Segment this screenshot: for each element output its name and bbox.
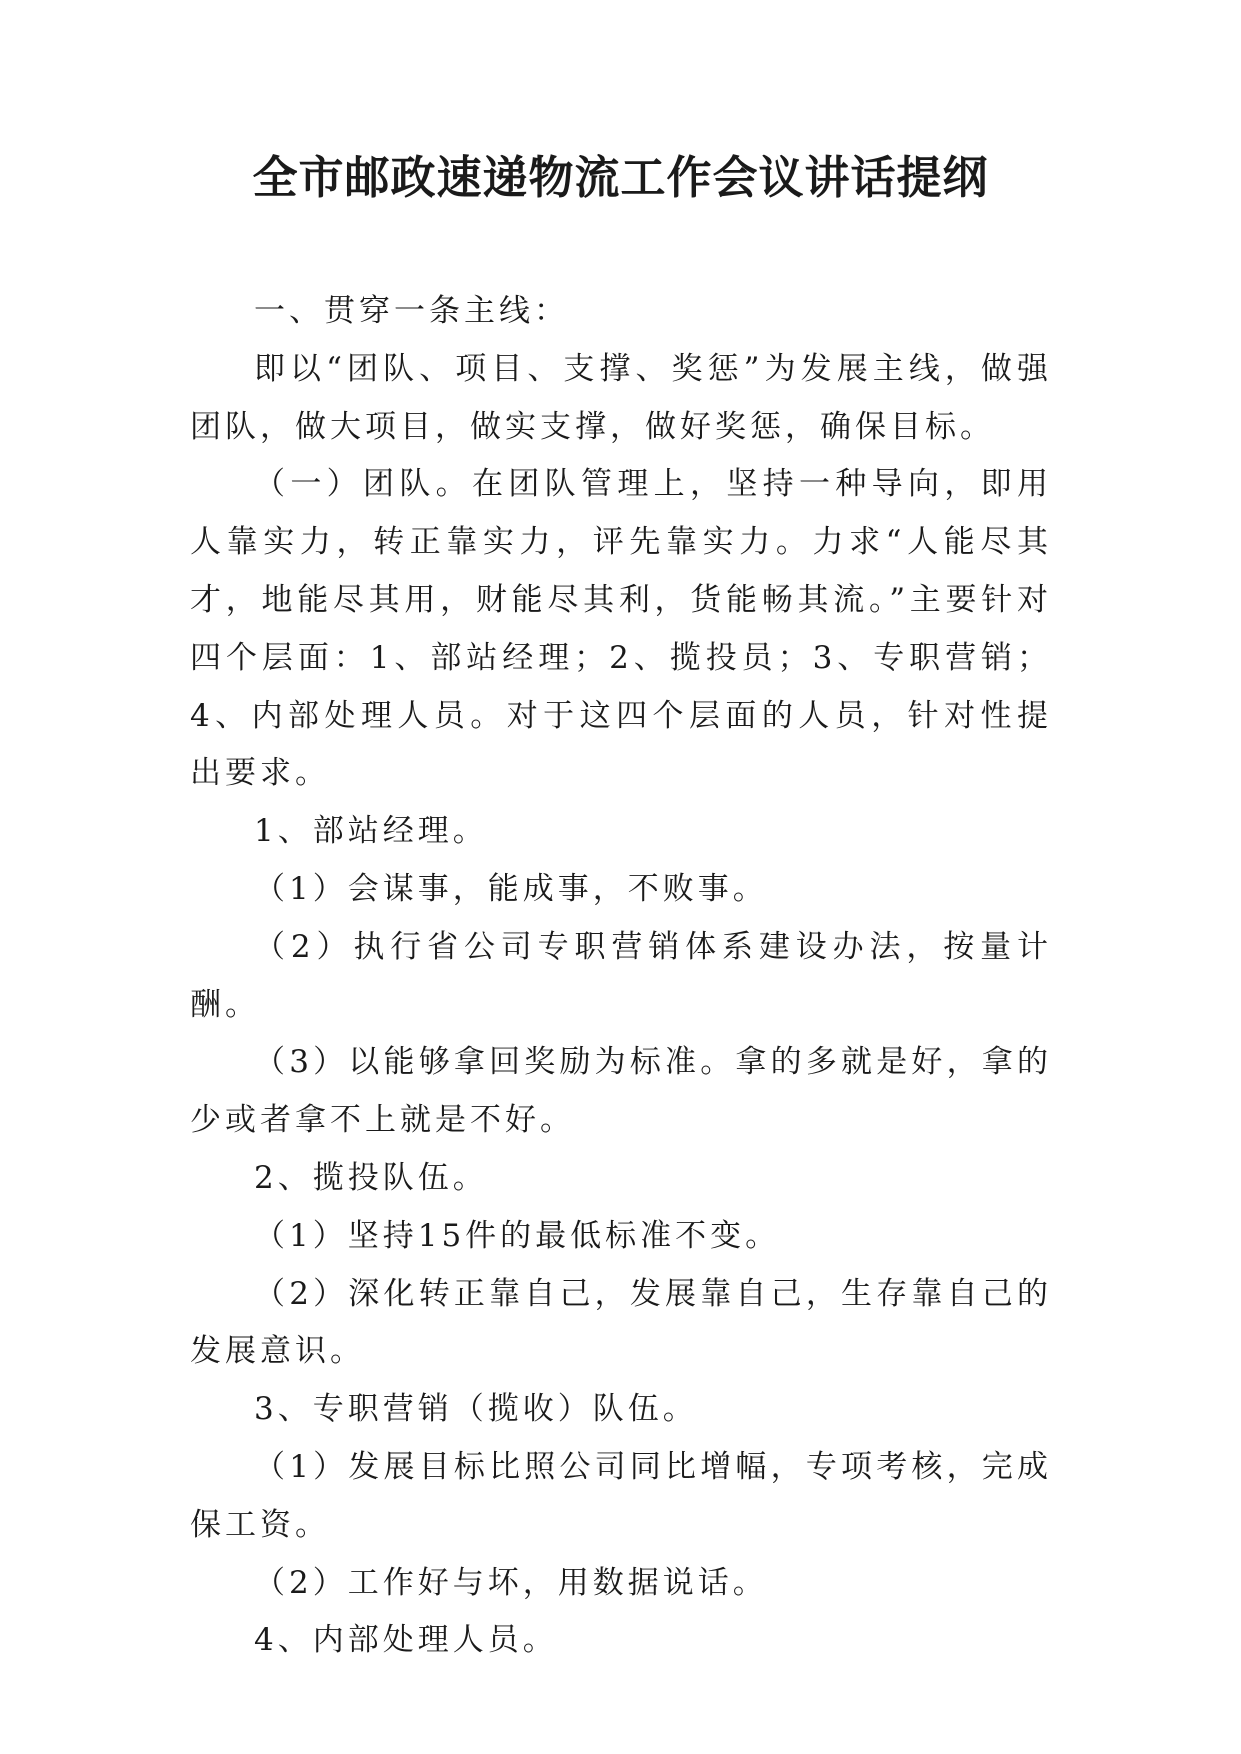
list-item: （2）执行省公司专职营销体系建设办法，按量计酬。 (190, 928, 1052, 1023)
section-heading: 一、贯穿一条主线： (254, 293, 569, 329)
list-item: （1）发展目标比照公司同比增幅，专项考核，完成保工资。 (190, 1448, 1052, 1543)
list-heading: 1、部站经理。 (254, 813, 488, 850)
list-item: （2）深化转正靠自己，发展靠自己，生存靠自己的发展意识。 (190, 1275, 1052, 1370)
list-item: （1）会谋事，能成事，不败事。 (254, 870, 768, 907)
document-body (190, 283, 1052, 1670)
list-item: （3）以能够拿回奖励为标准。拿的多就是好，拿的少或者拿不上就是不好。 (190, 1044, 1052, 1139)
subsection-paragraph: （一）团队。在团队管理上，坚持一种导向，即用人靠实力，转正靠实力，评先靠实力。力求“人能尽其才，地能尽其用，财能尽其利，货能畅其流。”主要针对四个层面：1、部站经理；2、揽投员；3、专职营销；4、内部处理人员。对于这四个层面的人员，针对性提出要求。 (190, 466, 1052, 792)
list-heading: 2、揽投队伍。 (254, 1159, 488, 1196)
document-title: 全市邮政速递物流工作会议讲话提纲 (252, 151, 989, 204)
list-heading: 3、专职营销（揽收）队伍。 (254, 1391, 698, 1428)
paragraph: 即以“团队、项目、支撑、奖惩”为发展主线，做强团队，做大项目，做实支撑，做好奖惩，确保目标。 (190, 350, 1052, 445)
list-item: （2）工作好与坏，用数据说话。 (254, 1564, 768, 1601)
list-heading: 4、内部处理人员。 (254, 1622, 558, 1659)
list-item: （1）坚持15件的最低标准不变。 (254, 1217, 781, 1254)
